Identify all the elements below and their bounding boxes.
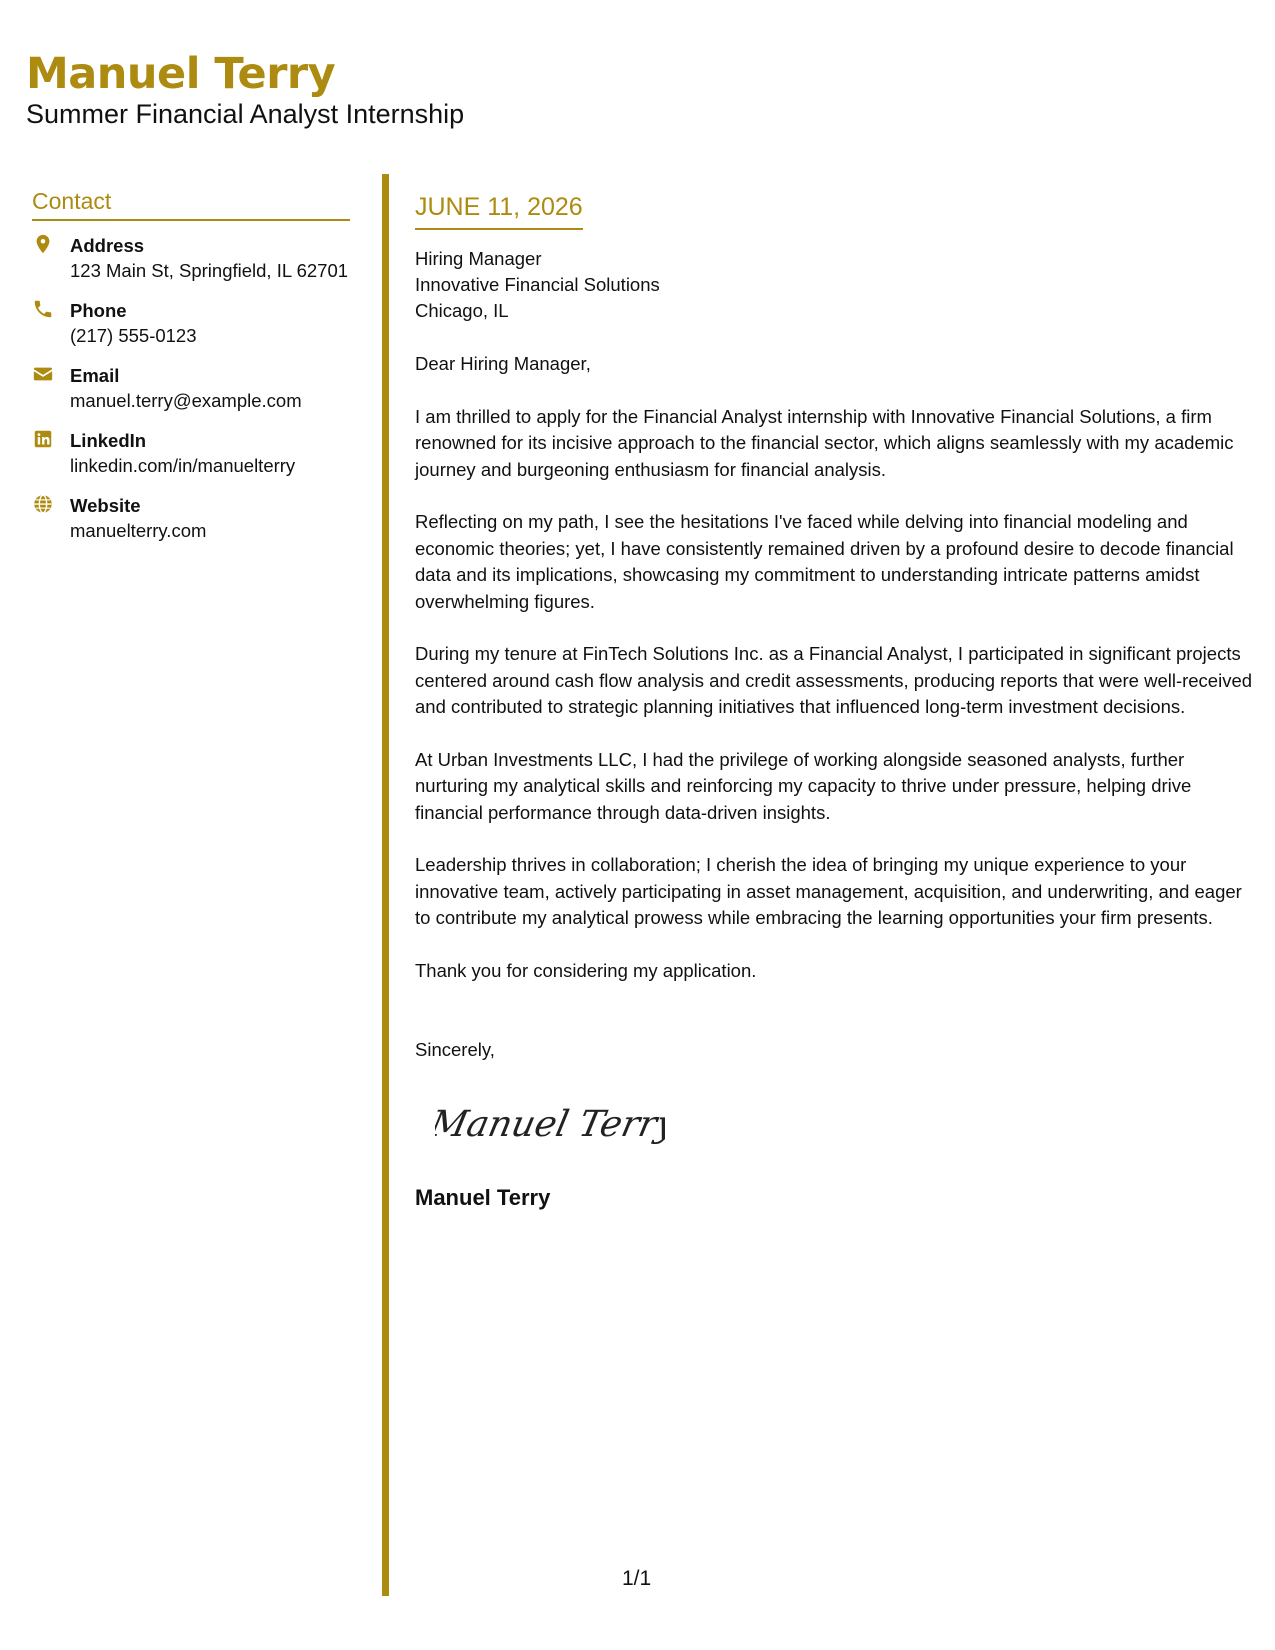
body-paragraph: Leadership thrives in collaboration; I cherish the idea of bringing my unique experience to your innovative team, actively participating in asset management, acquisition, and underwriting, and eager to contribute my analytical prowess while embracing the learning opportunities your firm presents. <box>415 854 1242 928</box>
applicant-name: Manuel Terry <box>26 49 336 99</box>
contact-label: Phone <box>70 300 127 321</box>
address-value: 123 Main St, Springfield, IL 62701 <box>70 260 349 281</box>
contact-label: Address <box>70 235 145 256</box>
closing: Sincerely, <box>415 1039 495 1060</box>
vertical-divider <box>382 174 389 1596</box>
position-title: Summer Financial Analyst Internship <box>26 99 465 129</box>
contact-item-phone <box>32 298 352 348</box>
body-paragraph: Reflecting on my path, I see the hesitations I've faced while delving into financial modeling and economic theories; yet, I have consistently remained driven by a profound desire to decode financial data and its implications, showcasing my commitment to understanding intricate patterns amidst overwhelming figures. <box>415 511 1234 612</box>
body-paragraph: During my tenure at FinTech Solutions Inc. as a Financial Analyst, I participated in significant projects centered around cash flow analysis and credit assessments, producing reports that were well-received and contributed to strategic planning initiatives that influenced long-term investment decisions. <box>415 643 1253 717</box>
handwritten-signature <box>435 1094 665 1154</box>
linkedin-icon <box>32 428 54 450</box>
recipient-block <box>415 246 1255 324</box>
contact-sidebar <box>32 188 352 558</box>
globe-icon <box>32 493 54 515</box>
website-value: manuelterry.com <box>70 520 207 541</box>
phone-icon <box>32 298 54 320</box>
phone-value: (217) 555-0123 <box>70 325 197 346</box>
contact-label: Email <box>70 365 120 386</box>
linkedin-value: linkedin.com/in/manuelterry <box>70 455 296 476</box>
contact-item-address <box>32 233 352 283</box>
contact-heading: Contact <box>32 188 350 221</box>
contact-label: LinkedIn <box>70 430 147 451</box>
signature-text: Manuel Terry <box>435 1101 665 1145</box>
envelope-icon <box>32 363 54 385</box>
contact-list <box>32 233 352 543</box>
page-number: 1/1 <box>622 1567 652 1590</box>
recipient-location: Chicago, IL <box>415 300 509 321</box>
signer-name: Manuel Terry <box>415 1185 551 1210</box>
contact-item-email <box>32 363 352 413</box>
recipient-company: Innovative Financial Solutions <box>415 274 660 295</box>
letter-body <box>415 190 1255 1213</box>
contact-label: Website <box>70 495 141 516</box>
contact-item-linkedin <box>32 428 352 478</box>
recipient-title: Hiring Manager <box>415 248 542 269</box>
map-pin-icon <box>32 233 54 255</box>
greeting: Dear Hiring Manager, <box>415 353 591 374</box>
letter-date: JUNE 11, 2026 <box>415 190 583 230</box>
body-paragraph: I am thrilled to apply for the Financial Analyst internship with Innovative Financial Solutions, a firm renowned for its incisive approach to the financial sector, which aligns seamlessly with my academic journey and burgeoning enthusiasm for financial analysis. <box>415 405 1234 480</box>
letter-header <box>26 48 464 130</box>
body-paragraph: At Urban Investments LLC, I had the privilege of working alongside seasoned analysts, further nurturing my analytical skills and reinforcing my capacity to thrive under pressure, helping drive financial performance through data-driven insights. <box>415 748 1192 823</box>
email-value: manuel.terry@example.com <box>70 390 302 411</box>
contact-item-website <box>32 493 352 543</box>
body-paragraph: Thank you for considering my application. <box>415 959 757 981</box>
